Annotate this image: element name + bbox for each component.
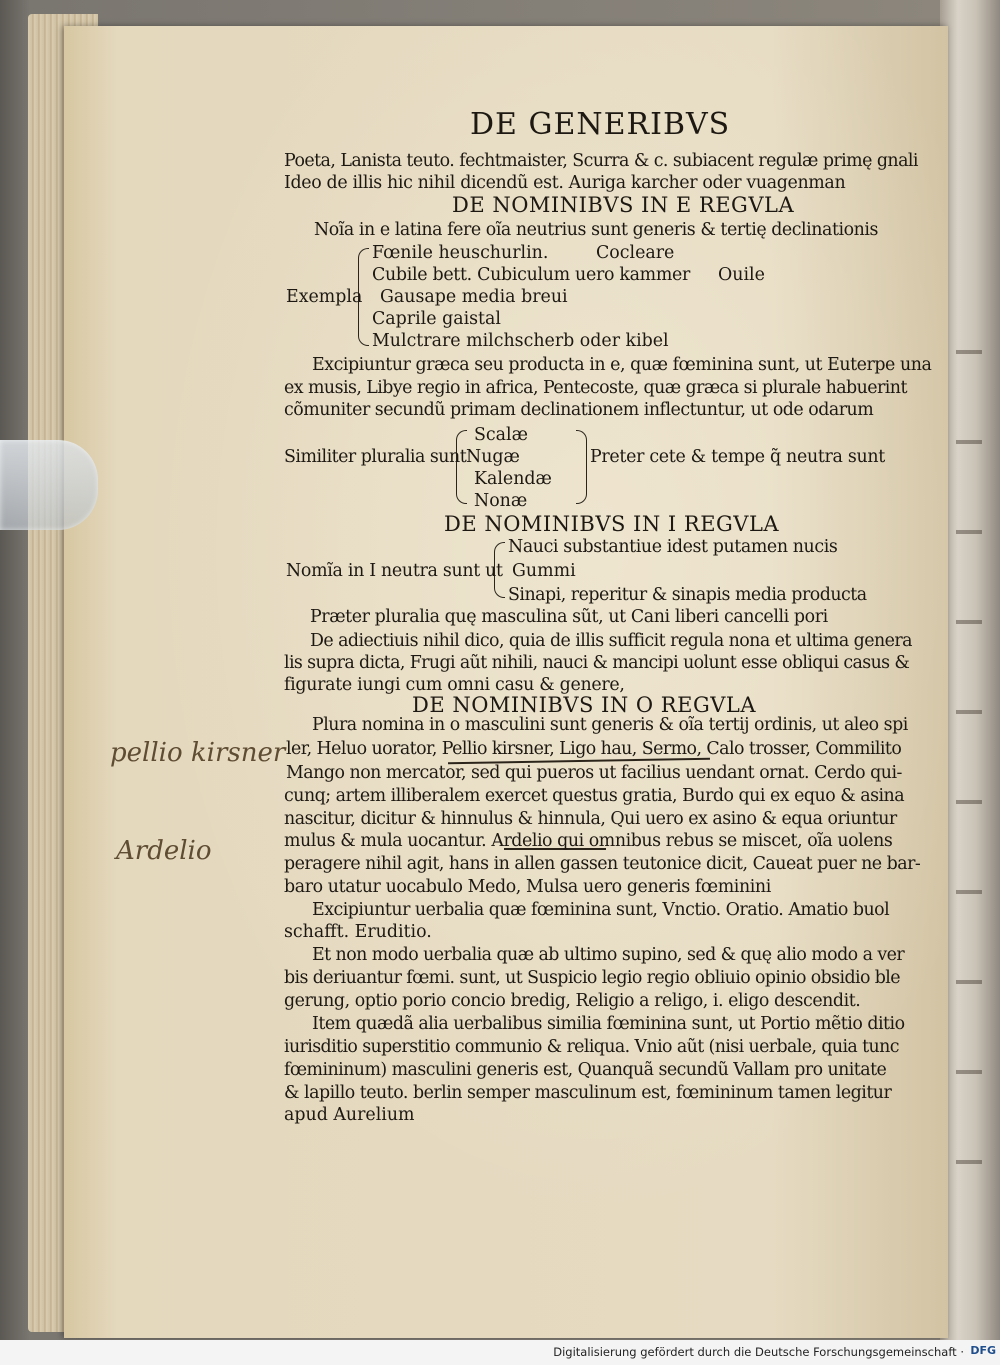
footer-credit: Digitalisierung gefördert durch die Deutsche Forschungsgemeinschaft · [553,1345,964,1359]
text-line: Similiter pluralia sunt [284,447,467,467]
text-line: Nonæ [474,491,528,511]
text-line: mulus & mula uocantur. Ardelio qui omnibus rebus se miscet, oĩa uolens [284,831,893,851]
text-line: Noĩa in e latina fere oĩa neutrius sunt generis & tertię declinationis [314,220,878,240]
text-line: Fœnile heuschurlin. [372,243,549,263]
text-line: figurate iungi cum omni casu & genere, [284,675,625,695]
text-line: Gummi [512,561,576,581]
text-line: Exempla [286,287,363,307]
text-line: Plura nomina in o masculini sunt generis & oĩa tertij ordinis, ut aleo spi [312,715,908,735]
text-line: Gausape media breui [380,287,568,307]
footer-bar [0,1340,1000,1365]
text-line: lis supra dicta, Frugi aũt nihili, nauci & mancipi uolunt esse obliqui casus & [284,653,910,673]
page-title: DE GENERIBVS [470,107,731,142]
text-line: Sinapi, reperitur & sinapis media producta [508,585,867,605]
text-line: Ideo de illis hic nihil dicendũ est. Auriga karcher oder vuagenman [284,173,846,193]
text-line: gerung, optio porio concio bredig, Religio a religo, i. eligo descendit. [284,991,861,1011]
text-line: Præter pluralia quę masculina sũt, ut Cani liberi cancelli pori [310,607,828,627]
text-line: Caprile gaistal [372,309,501,329]
text-line: cunq; artem illiberalem exercet questus gratia, Burdo qui ex equo & asina [284,786,905,806]
text-line: iurisditio superstitio communio & reliqua. Vnio aũt (nisi uerbale, quia tunc [284,1037,899,1057]
text-line: Ouile [718,265,765,285]
text-line: bis deriuantur fœmi. sunt, ut Suspicio legio regio obliuio opinio obsidio ble [284,968,900,988]
text-line: schafft. Eruditio. [284,922,432,942]
text-line: Nugæ [466,447,520,467]
text-line: fœmininum) masculini generis est, Quanquã secundũ Vallam pro unitate [284,1060,887,1080]
text-line: Cubile bett. Cubiculum uero kammer [372,265,691,285]
text-line: peragere nihil agit, hans in allen gassen teutonice dicit, Caueat puer ne bar- [284,854,921,874]
text-line: apud Aurelium [284,1105,415,1125]
text-line: Kalendæ [474,469,552,489]
text-line: Scalæ [474,425,528,445]
text-line: Excipiuntur græca seu producta in e, quæ fœminina sunt, ut Euterpe una [312,355,932,375]
text-line: nascitur, dicitur & hinnulus & hinnula, Qui uero ex asino & equa oriuntur [284,809,897,829]
text-line: Mulctrare milchscherb oder kibel [372,331,669,351]
text-line: Nauci substantiue idest putamen nucis [508,537,838,557]
text-line: ler, Heluo uorator, Pellio kirsner, Ligo hau, Sermo, Calo trosser, Commilito [286,739,902,759]
dfg-logo: DFG [970,1344,996,1357]
text-line: baro utatur uocabulo Medo, Mulsa uero generis fœminini [284,877,771,897]
text-line: Poeta, Lanista teuto. fechtmaister, Scurra & c. subiacent regulæ primę gnali [284,151,918,171]
text-line: Nomĩa in I neutra sunt ut [286,561,503,581]
text-line: Excipiuntur uerbalia quæ fœminina sunt, Vnctio. Oratio. Amatio buol [312,900,890,920]
section-heading: DE NOMINIBVS IN O REGVLA [412,693,756,717]
text-line: Item quædã alia uerbalibus similia fœminina sunt, ut Portio mẽtio ditio [312,1014,905,1034]
margin-note: Ardelio [116,836,212,866]
margin-note: pellio kirsner [110,738,286,768]
section-heading: DE NOMINIBVS IN E REGVLA [452,193,795,217]
text-line: Et non modo uerbalia quæ ab ultimo supino, sed & quę alio modo a ver [312,945,905,965]
text-line: Mango non mercator, sed qui pueros ut facilius uendant ornat. Cerdo qui- [286,763,902,783]
text-line: Preter cete & tempe q̃ neutra sunt [590,447,885,467]
text-line: ex musis, Libye regio in africa, Pentecoste, quæ græca si plurale habuerint [284,378,907,398]
brace [576,430,587,504]
text-line: cõmuniter secundũ primam declinationem inflectuntur, ut ode odarum [284,400,874,420]
text-line: De adiectiuis nihil dico, quia de illis sufficit regula nona et ultima genera [310,631,912,651]
section-heading: DE NOMINIBVS IN I REGVLA [444,512,780,536]
text-line: & lapillo teuto. berlin semper masculinum est, fœmininum tamen legitur [284,1083,892,1103]
text-line: Cocleare [596,243,675,263]
